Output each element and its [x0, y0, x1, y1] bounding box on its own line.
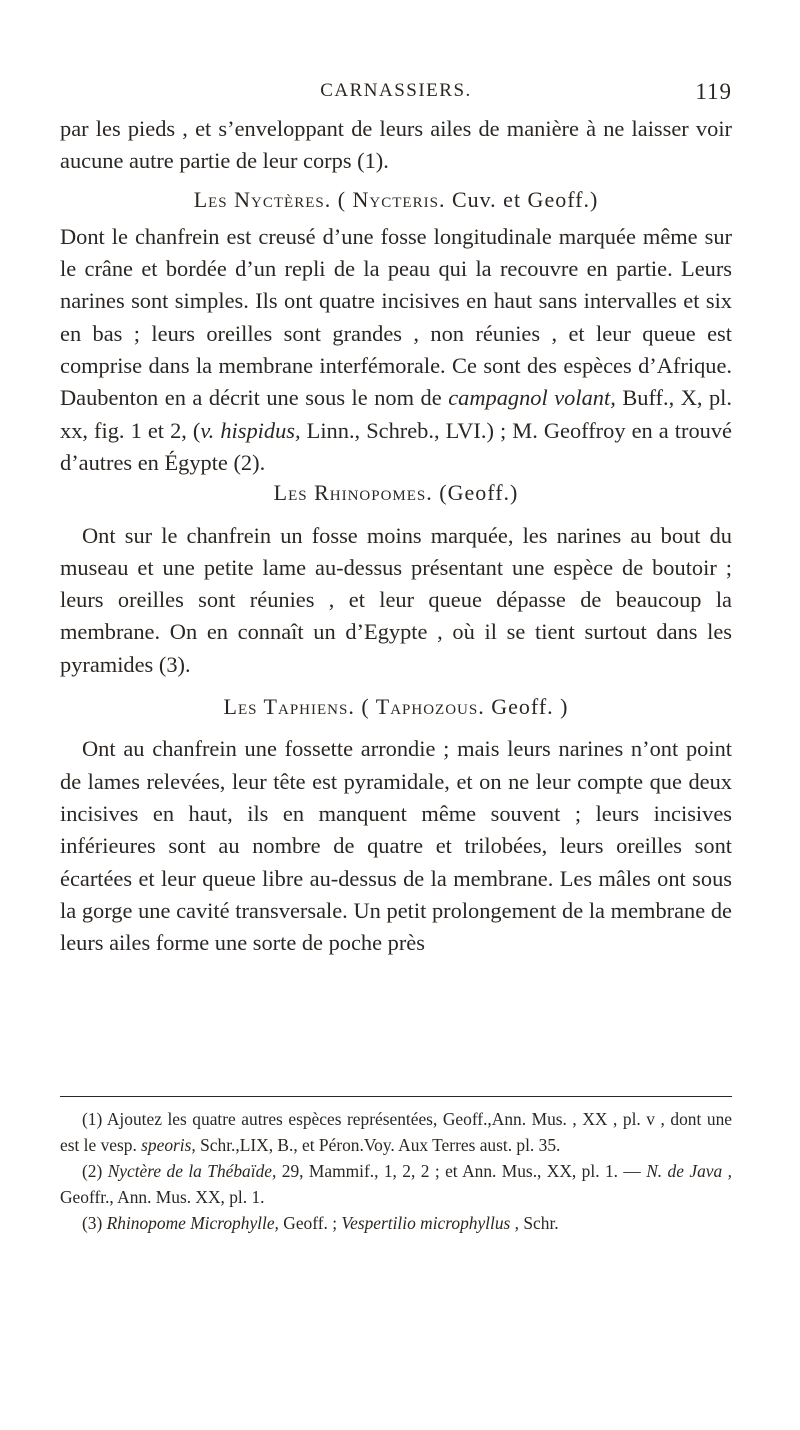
- footnote-2-italic2: N. de Java ,: [646, 1161, 732, 1181]
- footnote-2-part1: 29, Mammif., 1, 2, 2 ; et Ann. Mus., XX, pl. 1. —: [281, 1161, 641, 1181]
- main-text: [60, 113, 732, 959]
- heading-taphiens-genus: ( Taphozous.: [361, 694, 485, 720]
- paragraph-intro: par les pieds , et s’enveloppant de leurs ailes de manière à ne laisser voir aucune autre partie de leur corps (1).: [60, 116, 732, 174]
- paragraph-nycteres-part1: Dont le chanfrein est creusé d’une fosse longitudinale marquée même sur le crâne et bordée d’un repli de la peau qui la recouvre en partie. Leurs narines sont simples. Ils ont quatre incisives en haut sans intervalles et six en bas ; leurs oreilles sont grandes , non réunies , et leur queue est comprise dans la membrane interfémorale. Ce sont des espèces d’Afrique. Daubenton en a décrit une sous le nom de: [60, 223, 732, 411]
- paragraph-nycteres-part3: Linn., Schreb., LVI.) ; M. Geoffroy en a trouvé d’autres en Égypte (2).: [60, 417, 732, 475]
- running-title: CARNASSIERS.: [320, 80, 472, 101]
- heading-nycteres: [60, 184, 732, 216]
- paragraph-taphiens: Ont au chanfrein une fossette arrondie ; mais leurs narines n’ont point de lames relevées, leur tête est pyramidale, et on ne leur compte que deux incisives en haut, ils en manquent même souvent ; leurs incisives inférieures sont au nombre de quatre et trilobées, leurs oreilles sont écartées et leur queue libre au-dessus de la membrane. Les mâles ont sous la gorge une cavité transversale. Un petit prolongement de la membrane de leurs ailes forme une sorte de poche près: [60, 736, 732, 956]
- heading-rhinopomes-authors: (Geoff.): [439, 480, 519, 506]
- footnote-1-italic1: speoris,: [141, 1134, 196, 1155]
- footnote-2-part2: Geoffr., Ann. Mus. XX, pl. 1.: [60, 1186, 265, 1207]
- footnote-2-italic1: Nyctère de la Thébaïde,: [107, 1161, 277, 1181]
- paragraph-nycteres: [60, 221, 732, 479]
- footnote-3: [60, 1211, 732, 1237]
- footnote-3-label: (3): [82, 1213, 103, 1233]
- footnote-3-part1: Geoff. ;: [283, 1213, 338, 1233]
- paragraph-nycteres-italic2: v. hispidus,: [200, 417, 301, 443]
- heading-taphiens: [60, 691, 732, 723]
- paragraph-rhinopomes: Ont sur le chanfrein un fosse moins marquée, les narines au bout du museau et une petite lame au-dessus présentant une espèce de boutoir ; leurs oreilles sont réunies , et leur queue dépasse de beaucoup la membrane. On en connaît un d’Egypte , où il se tient surtout dans les pyramides (3).: [60, 522, 732, 677]
- page-number: 119: [695, 79, 732, 104]
- footnotes: [60, 1096, 732, 1238]
- heading-nycteres-authors: Cuv. et Geoff.): [451, 186, 599, 212]
- heading-rhinopomes-name: Les Rhinopomes.: [273, 480, 433, 506]
- footnote-3-italic2: Vespertilio microphyllus ,: [341, 1213, 519, 1233]
- footnote-2: [60, 1159, 732, 1210]
- heading-nycteres-genus: ( Nycteris.: [337, 186, 446, 212]
- paragraph-nycteres-part2: Buff., X, pl. xx, fig. 1 et 2, (: [60, 385, 732, 443]
- footnote-2-label: (2): [82, 1161, 103, 1181]
- footnote-1-part1: (1) Ajoutez les quatre autres espèces représentées, Geoff.,Ann. Mus. , XX , pl. v , dont une est le vesp.: [60, 1109, 732, 1155]
- footnote-3-part2: Schr.: [523, 1213, 559, 1233]
- heading-taphiens-name: Les Taphiens.: [223, 694, 355, 720]
- page-header: [60, 80, 732, 114]
- heading-rhinopomes: [60, 477, 732, 509]
- footnote-1: [60, 1107, 732, 1158]
- footnote-1-part2: Schr.,LIX, B., et Péron.Voy. Aux Terres aust. pl. 35.: [200, 1134, 561, 1155]
- paragraph-nycteres-italic1: campagnol volant,: [448, 385, 616, 411]
- footnote-3-italic1: Rhinopome Microphylle,: [106, 1213, 279, 1233]
- heading-nycteres-name: Les Nyctères.: [193, 186, 332, 212]
- heading-taphiens-authors: Geoff. ): [491, 694, 569, 720]
